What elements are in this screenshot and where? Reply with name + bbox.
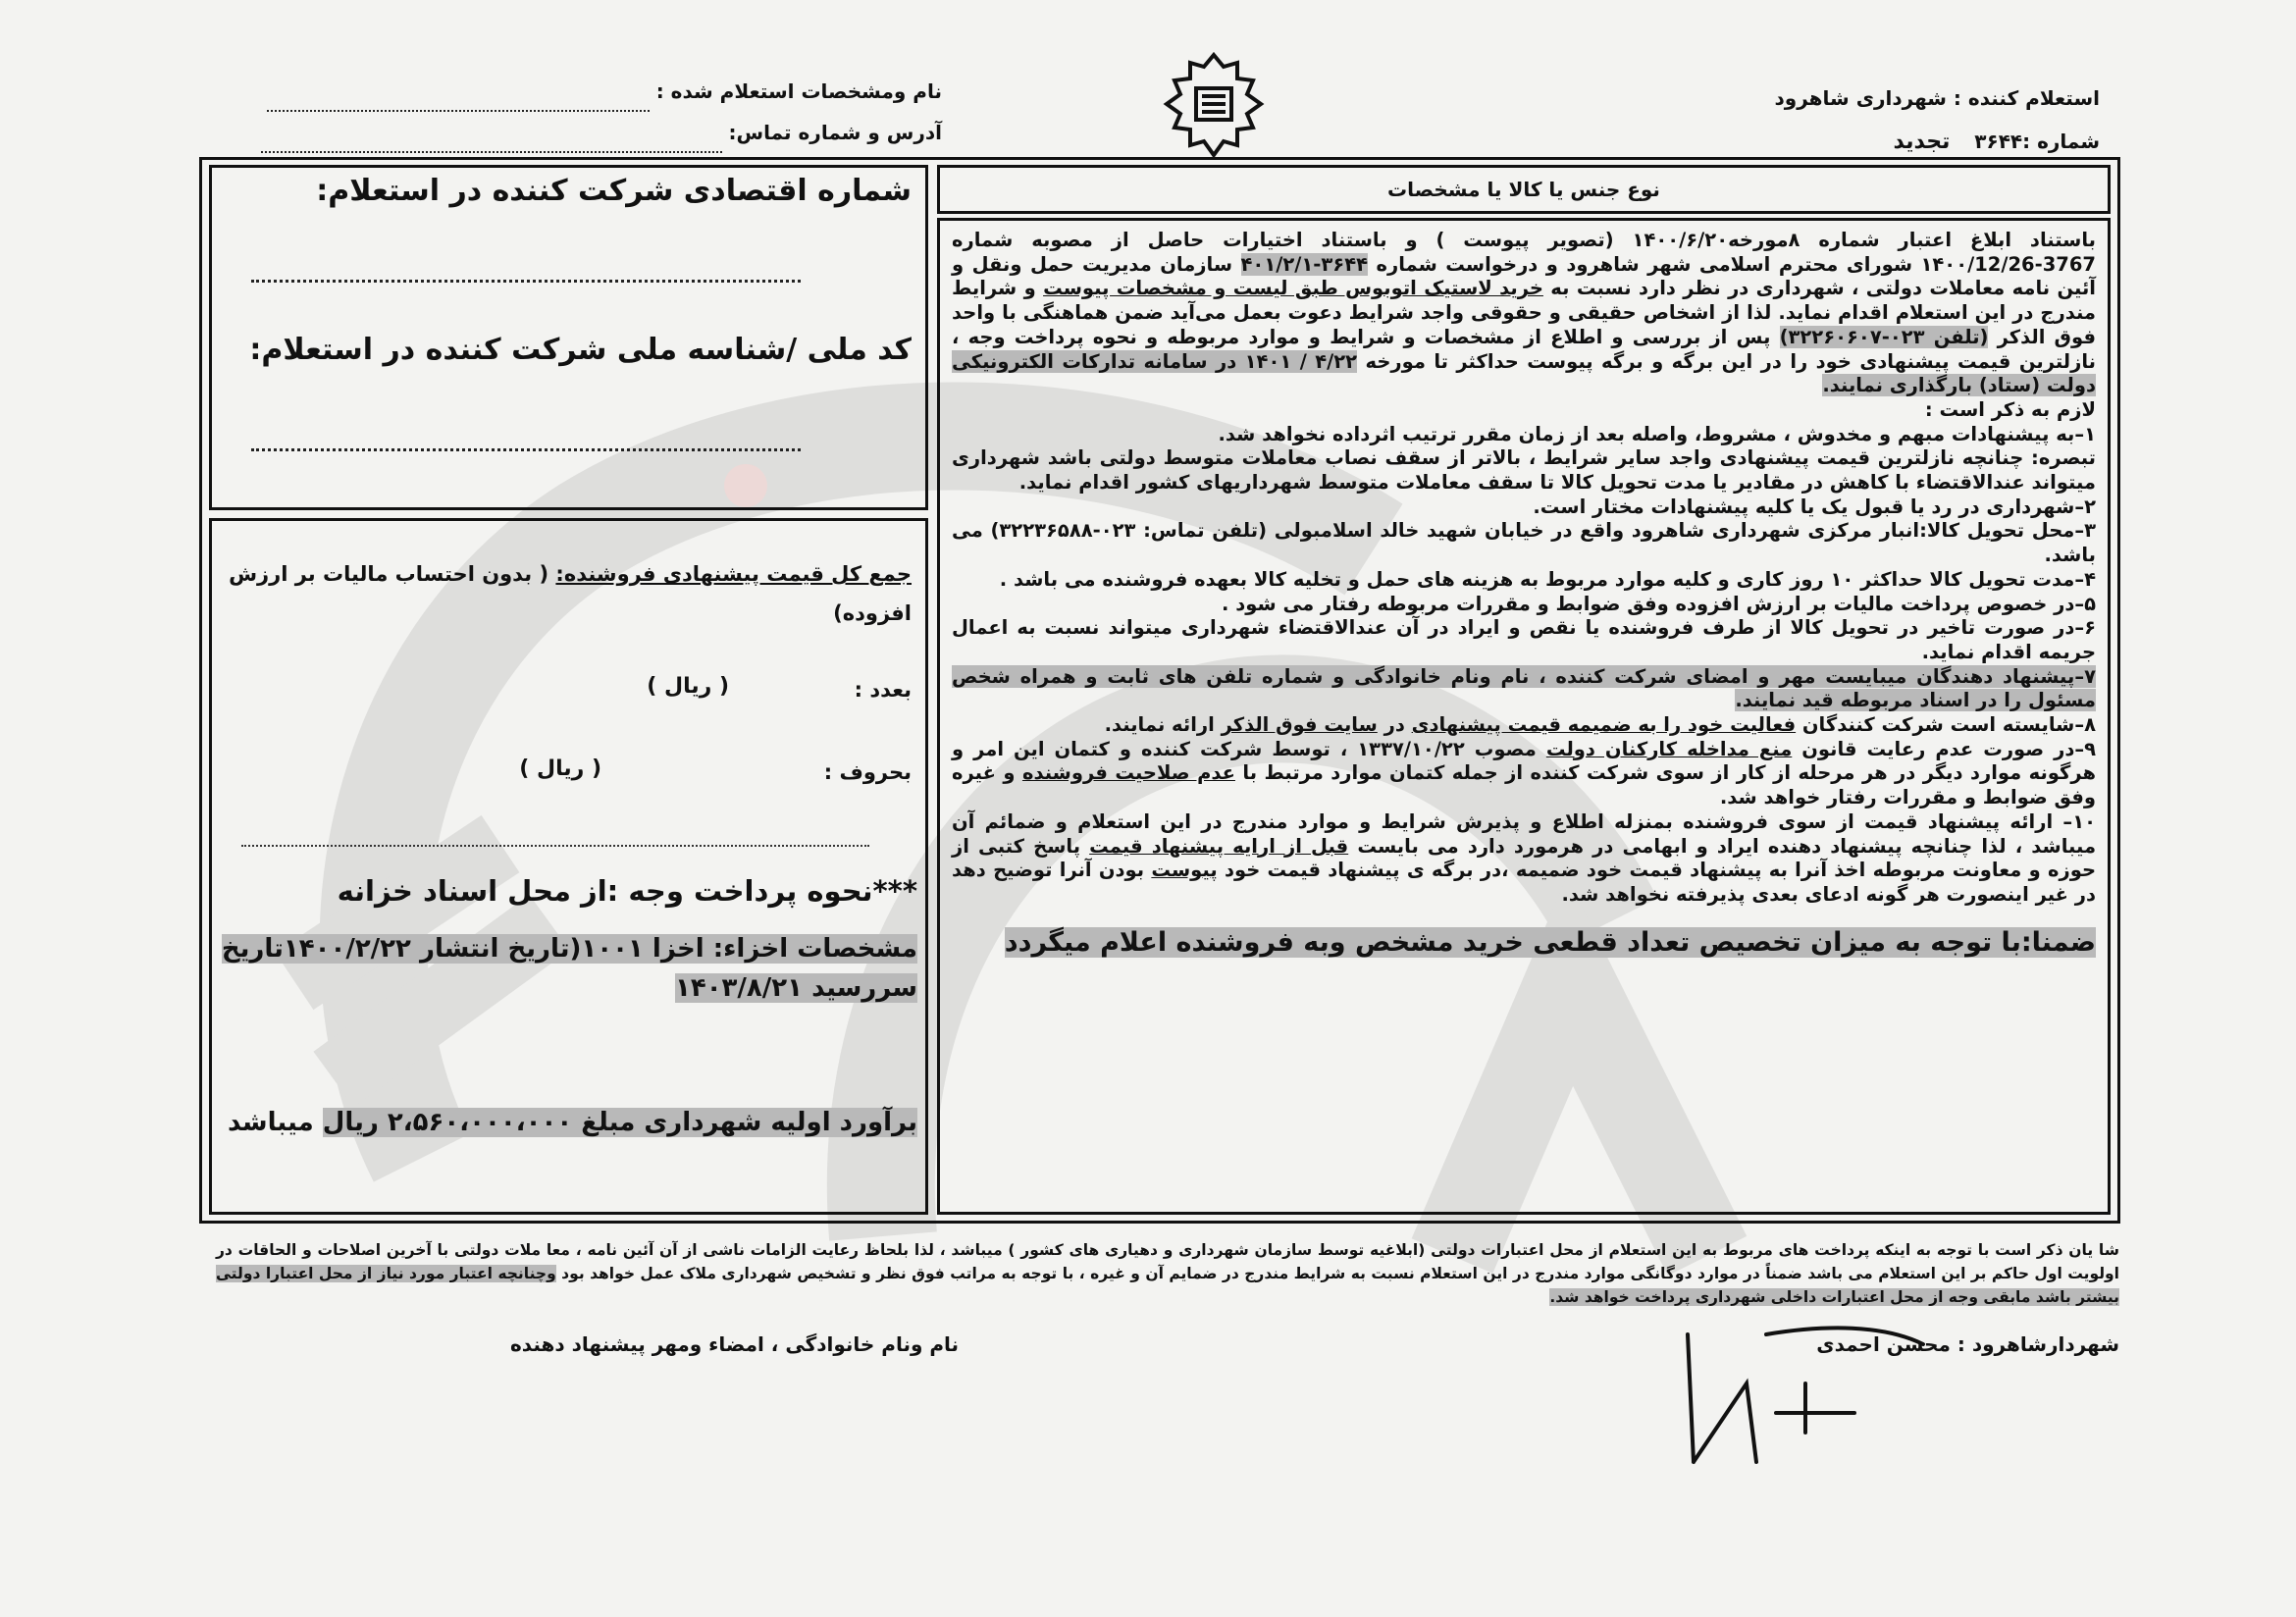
condition-2: ۲–شهرداری در رد یا قبول یک یا کلیه پیشنهادات مختار است. <box>1533 495 2096 518</box>
inquiry-number: شماره :۳۶۴۴ تجدید <box>1893 130 2100 154</box>
footer-note: شا یان ذکر است با توجه به اینکه پرداخت های مربوط به این استعلام از محل اعتبارات دولتی (ابلاغیه توسط سازمان شهرداری و دهیاری های کشور ) میباشد ، لذا بلحاظ رعایت الزامات ناشی از آن آئین نامه ، معا ملات دولتی با آخرین اصلاحات و الحاقات در اولویت اول حاکم بر این استعلام می باشد ضمناً در موارد دوگانگی موارد مندرج در این استعلام نسبت به شرایط مندرج در ضمایم آن و غیره ، با توجه به مراتب فوق نظر و تشخیص شهرداری ملاک عمل خواهد بود وچنانچه اعتبار مورد نیاز از محل اعتبارا دولتی بیشتر باشد مابقی وجه از محل اعتبارات داخلی شهرداری پرداخت خواهد شد. <box>216 1241 2119 1306</box>
condition-6: ۶–در صورت تاخیر در تحویل کالا از طرف فروشنده یا نقص و ایراد در آن عندالاقتضاء شهرداری میتواند نسبت به اعمال جریمه اقدام نماید. <box>952 616 2096 663</box>
condition-1-note: تبصره: چنانچه نازلترین قیمت پیشنهادی واجد سایر شرایط ، بالاتر از سقف نصاب معاملات متوسط دولتی باشد شهرداری میتواند عندالاقتضاء با کاهش در مقادیر یا مدت تحویل کالا تا سقف معاملات متوسط شهرداریهای کشور اقدام نماید. <box>952 446 2096 495</box>
condition-7: ۷–پیشنهاد دهندگان میبایست مهر و امضای شرکت کننده ، نام ونام خانوادگی و شماره تلفن های ثابت و همراه شخص مسئول را در اسناد مربوطه قید نمایند. <box>952 664 2096 712</box>
goods-title: نوع جنس یا کالا یا مشخصات <box>937 165 2111 214</box>
treasury-bond-specs: مشخصات اخزاء: اخزا ۱۰۰۱(تاریخ انتشار ۱۴۰۰/۲/۲۲تاریخ سررسید ۱۴۰۳/۸/۲۱ <box>221 934 917 1003</box>
economic-code-label: شماره اقتصادی شرکت کننده در استعلام: <box>316 174 912 208</box>
amount-digits-label: بعدد : <box>854 678 912 702</box>
total-price-label: جمع کل قیمت پیشنهادی فروشنده: ( بدون احتساب مالیات بر ارزش افزوده) <box>229 562 912 625</box>
condition-8: ۸–شایسته است شرکت کنندگان فعالیت خود را به ضمیمه قیمت پیشنهادی در سایت فوق الذکر ارائه نمایند. <box>1104 713 2096 737</box>
national-id-label: کد ملی /شناسه ملی شرکت کننده در استعلام: <box>249 333 912 367</box>
bidder-codes-box <box>209 165 928 510</box>
inquirer-label: استعلام کننده : شهرداری شاهرود <box>1774 86 2100 110</box>
purchase-note: ضمنا:با توجه به میزان تخصیص تعداد قطعی خرید مشخص وبه فروشنده اعلام میگردد <box>1004 926 2096 958</box>
address-label: آدرس و شماره تماس: <box>728 121 942 144</box>
condition-1: ۱–به پیشنهادات مبهم و مخدوش ، مشروط، واصله بعد از زمان مقرر ترتیب اثرداده نخواهد شد. <box>1218 422 2096 445</box>
address-field[interactable] <box>261 126 722 153</box>
condition-5: ۵–در خصوص پرداخت مالیات بر ارزش افزوده وفق ضوابط و مقررات مربوطه رفتار می شود . <box>1222 592 2096 615</box>
handwritten-signature <box>1658 1315 1943 1482</box>
recipient-block <box>235 71 942 153</box>
mayor-signature-label: شهردارشاهرود : محسن احمدی <box>1816 1332 2119 1356</box>
recipient-row <box>235 71 942 112</box>
renewal-label: تجدید <box>1893 130 1951 154</box>
condition-4: ۴–مدت تحویل کالا حداکثر ۱۰ روز کاری و کلیه موارد مربوط به هزینه های حمل و تخلیه کالا بعهده فروشنده می باشد . <box>999 567 2096 591</box>
notice-heading: لازم به ذکر است : <box>1924 397 2096 421</box>
condition-9: ۹–در صورت عدم رعایت قانون منع مداخله کارکنان دولت مصوب ۱۳۳۷/۱۰/۲۲ ، توسط شرکت کننده و کتمان این امر و هرگونه موارد دیگر در هر مرحله از کار از سوی شرکت کننده از جمله کتمان موارد مرتبط با عدم صلاحیت فروشنده و غیره وفق ضوابط و مقررات رفتار خواهد شد. <box>952 737 2097 809</box>
condition-3: ۳–محل تحویل کالا:انبار مرکزی شهرداری شاهرود واقع در خیابان شهید خالد اسلامبولی (تلفن تماس: ۰۲۳-۳۲۲۳۶۵۸۸) می باشد. <box>952 519 2096 567</box>
condition-10: ۱۰– ارائه پیشنهاد قیمت از سوی فروشنده بمنزله اطلاع و پذیرش شرایط و موارد مندرج در این استعلام و ضمائم آن میباشد ، لذا چنانچه پیشنهاد دهنده ایراد و ابهامی در هرمورد دارد می بایست قبل از ارایه پیشنهاد قیمت پاسخ کتبی از حوزه و معاونت مربوطه اخذ آنرا به پیشنهاد قیمت خود ضمیمه ،در برگه ی پیشنهاد قیمت خود پیوست بودن آنرا توضیح دهد در غیر اینصورت هر گونه ادعای بعدی پذیرفته نخواهد شد. <box>952 809 2097 906</box>
initial-estimate: برآورد اولیه شهرداری مبلغ ۲،۵۶۰،۰۰۰،۰۰۰ ریال میباشد <box>228 1108 917 1137</box>
recipient-field[interactable] <box>267 84 650 112</box>
conditions-body <box>937 218 2111 1215</box>
municipality-logo <box>1163 51 1266 159</box>
price-box <box>209 518 928 1215</box>
bidder-signature-label: نام ونام خانوادگی ، امضاء ومهر پیشنهاد دهنده <box>510 1332 960 1356</box>
inquirer-block <box>1775 77 2100 164</box>
address-row <box>235 112 942 153</box>
amount-words-label: بحروف : <box>823 760 912 784</box>
recipient-label: نام ومشخصات استعلام شده : <box>655 79 942 103</box>
payment-method: ***نحوه پرداخت وجه :از محل اسناد خزانه <box>337 874 917 908</box>
amount-words-field[interactable] <box>241 845 869 847</box>
national-id-field[interactable] <box>251 444 801 451</box>
economic-code-field[interactable] <box>251 276 801 283</box>
rial-label-2: ( ریال ) <box>519 756 601 781</box>
rial-label-1: ( ریال ) <box>647 674 729 699</box>
intro-paragraph: باستناد ابلاغ اعتبار شماره ۸مورخه۱۴۰۰/۶/۲۰ (تصویر پیوست ) و باستناد اختیارات حاصل از مصوبه شماره 3767-۱۴۰۰/12/26 شورای محترم اسلامی شهر شاهرود و درخواست شماره ۳۶۴۴-۴۰۱/۲/۱ سازمان مدیریت حمل ونقل و آئین نامه معاملات دولتی ، شهرداری در نظر دارد نسبت به خرید لاستیک اتوبوس طبق لیست و مشخصات پیوست و شرایط مندرج در این استعلام اقدام نماید. لذا از اشخاص حقیقی و حقوقی واجد شرایط دعوت بعمل می‌آید ضمن هماهنگی با واحد فوق الذکر (تلفن ۰۲۳-۳۲۲۶۰۶۰۷) پس از بررسی و اطلاع از مشخصات و شرایط و موارد مربوطه و نحوه پرداخت وجه ، نازلترین قیمت پیشنهادی خود را در این برگه و برگه پیوست حداکثر تا مورخه ۴/۲۲ / ۱۴۰۱ در سامانه تدارکات الکترونیکی دولت (ستاد) بارگذاری نمایند. <box>952 229 2097 397</box>
